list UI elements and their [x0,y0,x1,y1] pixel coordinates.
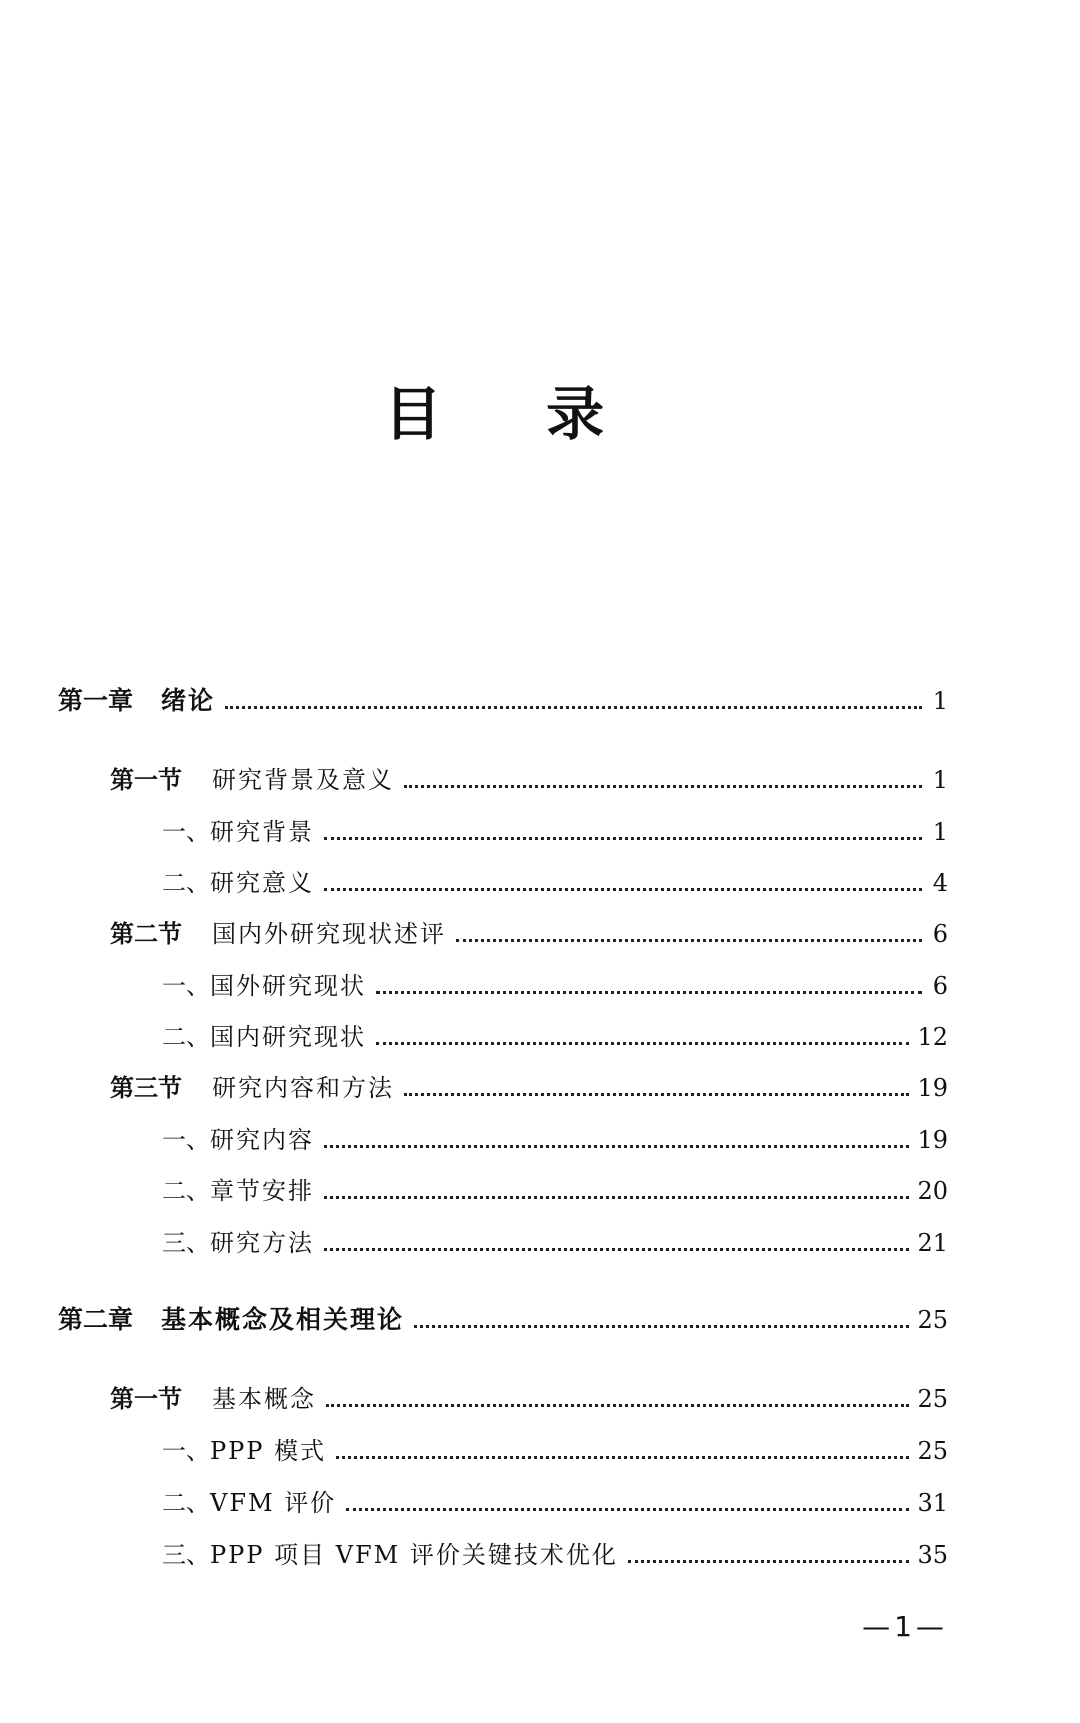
dot-leader [346,1508,909,1511]
entry-page: 6 [932,920,948,948]
entry-title: 国内外研究现状述评 [212,920,446,948]
entry-number: 第二章 [58,1305,134,1334]
entry-page: 6 [932,972,948,1000]
entry-number: 三、 [162,1229,210,1257]
entry-number: 二、 [162,1489,210,1517]
toc-entry[interactable] [58,683,948,719]
toc-entry[interactable] [110,762,948,798]
dot-leader [324,888,922,891]
entry-title: 研究内容 [210,1126,314,1154]
page-title: 目 录 [383,380,647,448]
entry-title: 研究背景及意义 [212,766,394,794]
toc-entry[interactable] [162,1433,948,1469]
entry-page: 25 [917,1385,948,1413]
entry-number: 第一章 [58,686,134,715]
toc-entry[interactable] [162,1485,948,1521]
entry-title: 研究方法 [210,1229,314,1257]
toc-entry[interactable] [162,1122,948,1158]
dot-leader [324,1248,909,1251]
entry-title: 研究内容和方法 [212,1074,394,1102]
entry-number: 三、 [162,1541,210,1569]
dot-leader [376,991,922,994]
toc-entry[interactable] [162,1537,948,1573]
dot-leader [326,1404,909,1407]
entry-page: 4 [932,869,948,897]
dot-leader [324,837,922,840]
entry-number: 二、 [162,1177,210,1205]
entry-number: 第一节 [110,765,182,794]
entry-title: 基本概念 [212,1385,316,1413]
entry-title: 章节安排 [210,1177,314,1205]
dot-leader [324,1145,909,1148]
dot-leader [456,939,922,942]
entry-number: 第二节 [110,919,182,948]
entry-number: 第三节 [110,1073,182,1102]
entry-page: 25 [917,1437,948,1465]
entry-page: 31 [917,1489,948,1517]
entry-number: 第一节 [110,1384,182,1413]
entry-title: 绪论 [161,686,216,715]
dot-leader [404,785,922,788]
entry-number: 二、 [162,869,210,897]
entry-page: 1 [932,687,948,715]
entry-page: 19 [917,1126,948,1154]
toc-entry[interactable] [58,1302,948,1338]
entry-page: 25 [917,1306,948,1334]
dot-leader [336,1456,909,1459]
entry-title: 国内研究现状 [210,1023,366,1051]
entry-title: 研究背景 [210,818,314,846]
entry-title: PPP 项目 VFM 评价关键技术优化 [210,1541,618,1569]
entry-page: 19 [917,1074,948,1102]
dot-leader [404,1093,909,1096]
toc-entry[interactable] [110,1070,948,1106]
entry-number: 一、 [162,1437,210,1465]
entry-title: 国外研究现状 [210,972,366,1000]
entry-number: 一、 [162,818,210,846]
entry-page: 35 [917,1541,948,1569]
entry-title: 基本概念及相关理论 [161,1305,405,1334]
entry-number: 二、 [162,1023,210,1051]
entry-page: 21 [917,1229,948,1257]
toc-entry[interactable] [162,814,948,850]
dot-leader [324,1196,909,1199]
entry-page: 1 [932,766,948,794]
entry-title: 研究意义 [210,869,314,897]
toc-entry[interactable] [162,1173,948,1209]
toc-entry[interactable] [162,1019,948,1055]
dot-leader [225,706,922,709]
toc-entry[interactable] [162,968,948,1004]
dot-leader [414,1325,909,1328]
dot-leader [376,1042,909,1045]
toc-entry[interactable] [110,916,948,952]
page-number: —1— [862,1610,948,1643]
dot-leader [628,1560,910,1563]
entry-page: 20 [917,1177,948,1205]
toc-entry[interactable] [110,1381,948,1417]
entry-number: 一、 [162,972,210,1000]
toc-entry[interactable] [162,865,948,901]
entry-title: VFM 评价 [210,1489,337,1517]
entry-number: 一、 [162,1126,210,1154]
entry-title: PPP 模式 [210,1437,327,1465]
entry-page: 1 [932,818,948,846]
toc-entry[interactable] [162,1225,948,1261]
entry-page: 12 [917,1023,948,1051]
